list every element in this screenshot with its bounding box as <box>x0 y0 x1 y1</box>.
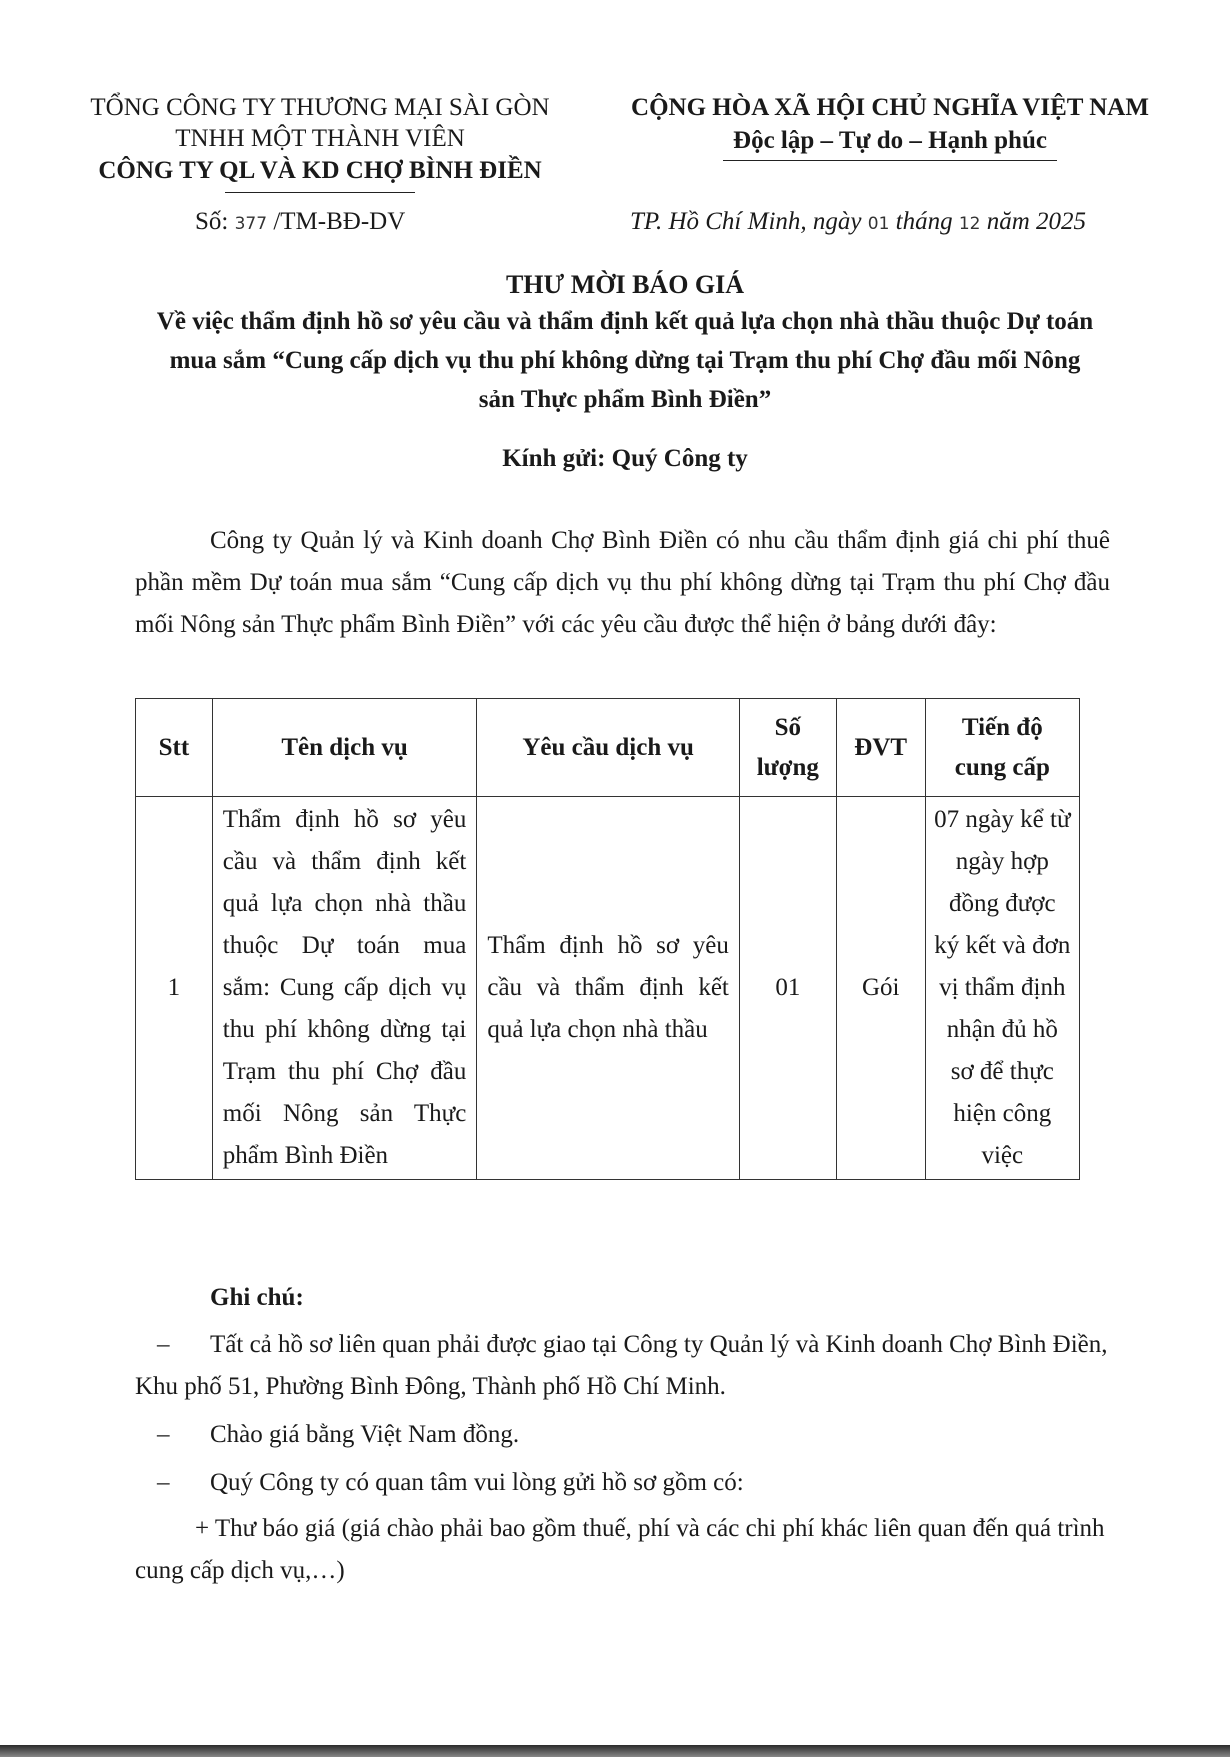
document-number-suffix: /TM-BĐ-DV <box>267 208 406 235</box>
cell-service-requirement: Thẩm định hồ sơ yêu cầu và thẩm định kết quả lựa chọn nhà thầu <box>477 797 740 1180</box>
date-month: 12 <box>958 214 981 234</box>
document-number <box>195 208 405 236</box>
dash-bullet: – <box>157 1421 170 1448</box>
country-name: CỘNG HÒA XÃ HỘI CHỦ NGHĨA VIỆT NAM <box>631 94 1149 121</box>
note-item <box>135 1414 1115 1456</box>
greeting: Kính gửi: Quý Công ty <box>502 445 748 472</box>
company-name: CÔNG TY QL VÀ KD CHỢ BÌNH ĐIỀN <box>98 157 542 184</box>
note-text: Quý Công ty có quan tâm vui lòng gửi hồ sơ gồm có: <box>210 1469 744 1496</box>
motto: Độc lập – Tự do – Hạnh phúc <box>723 124 1057 161</box>
dash-bullet: – <box>157 1331 170 1358</box>
table-header-row <box>136 699 1080 797</box>
header-schedule: Tiến độ cung cấp <box>925 699 1079 797</box>
table-row <box>136 797 1080 1180</box>
document-date <box>630 208 1086 236</box>
date-place: TP. Hồ Chí Minh, ngày <box>630 208 868 235</box>
service-requirements-table <box>135 698 1080 1180</box>
date-day: 01 <box>867 214 890 234</box>
header-quantity: Số lượng <box>739 699 836 797</box>
national-motto <box>590 92 1190 161</box>
cell-stt: 1 <box>136 797 213 1180</box>
document-number-handwritten: 377 <box>234 214 268 234</box>
header-unit: ĐVT <box>836 699 925 797</box>
header-service-name: Tên dịch vụ <box>212 699 477 797</box>
scan-bottom-edge <box>0 1745 1230 1757</box>
note-text: Tất cả hồ sơ liên quan phải được giao tại Công ty Quản lý và Kinh doanh Chợ Bình Điền, Khu phố 51, Phường Bình Đông, Thành phố Hồ Chí Minh. <box>135 1331 1108 1400</box>
note-item <box>135 1324 1115 1408</box>
cell-quantity: 01 <box>739 797 836 1180</box>
note-text: Chào giá bằng Việt Nam đồng. <box>210 1421 520 1448</box>
header-stt: Stt <box>136 699 213 797</box>
company-name-underline <box>225 192 415 193</box>
note-sub-item: + Thư báo giá (giá chào phải bao gồm thuế, phí và các chi phí khác liên quan đến quá trình cung cấp dịch vụ,…) <box>135 1515 1105 1584</box>
cell-schedule: 07 ngày kể từ ngày hợp đồng được ký kết và đơn vị thẩm định nhận đủ hồ sơ để thực hiện công việc <box>925 797 1079 1180</box>
dash-bullet: – <box>157 1469 170 1496</box>
notes-section <box>135 1278 1115 1592</box>
issuing-organization <box>60 92 580 193</box>
date-year: năm 2025 <box>980 208 1087 235</box>
cell-unit: Gói <box>836 797 925 1180</box>
note-item <box>135 1462 1115 1504</box>
notes-heading: Ghi chú: <box>210 1284 304 1311</box>
title-block <box>150 268 1100 419</box>
cell-service-name: Thẩm định hồ sơ yêu cầu và thẩm định kết quả lựa chọn nhà thầu thuộc Dự toán mua sắm: Cung cấp dịch vụ thu phí không dừng tại Trạm thu phí Chợ đầu mối Nông sản Thực phẩm Bình Điền <box>212 797 477 1180</box>
document-title: THƯ MỜI BÁO GIÁ <box>505 270 745 299</box>
parent-company-type: TNHH MỘT THÀNH VIÊN <box>175 125 465 152</box>
header-service-requirement: Yêu cầu dịch vụ <box>477 699 740 797</box>
parent-company-name: TỔNG CÔNG TY THƯƠNG MẠI SÀI GÒN <box>90 94 550 121</box>
document-subject: Về việc thẩm định hồ sơ yêu cầu và thẩm định kết quả lựa chọn nhà thầu thuộc Dự toán mua sắm “Cung cấp dịch vụ thu phí không dừng tại Trạm thu phí Chợ đầu mối Nông sản Thực phẩm Bình Điền” <box>156 308 1094 413</box>
document-number-prefix: Số: <box>195 208 235 235</box>
date-month-label: tháng <box>889 208 959 235</box>
intro-paragraph: Công ty Quản lý và Kinh doanh Chợ Bình Điền có nhu cầu thẩm định giá chi phí thuê phần mềm Dự toán mua sắm “Cung cấp dịch vụ thu phí không dừng tại Trạm thu phí Chợ đầu mối Nông sản Thực phẩm Bình Điền” với các yêu cầu được thể hiện ở bảng dưới đây: <box>135 527 1110 638</box>
